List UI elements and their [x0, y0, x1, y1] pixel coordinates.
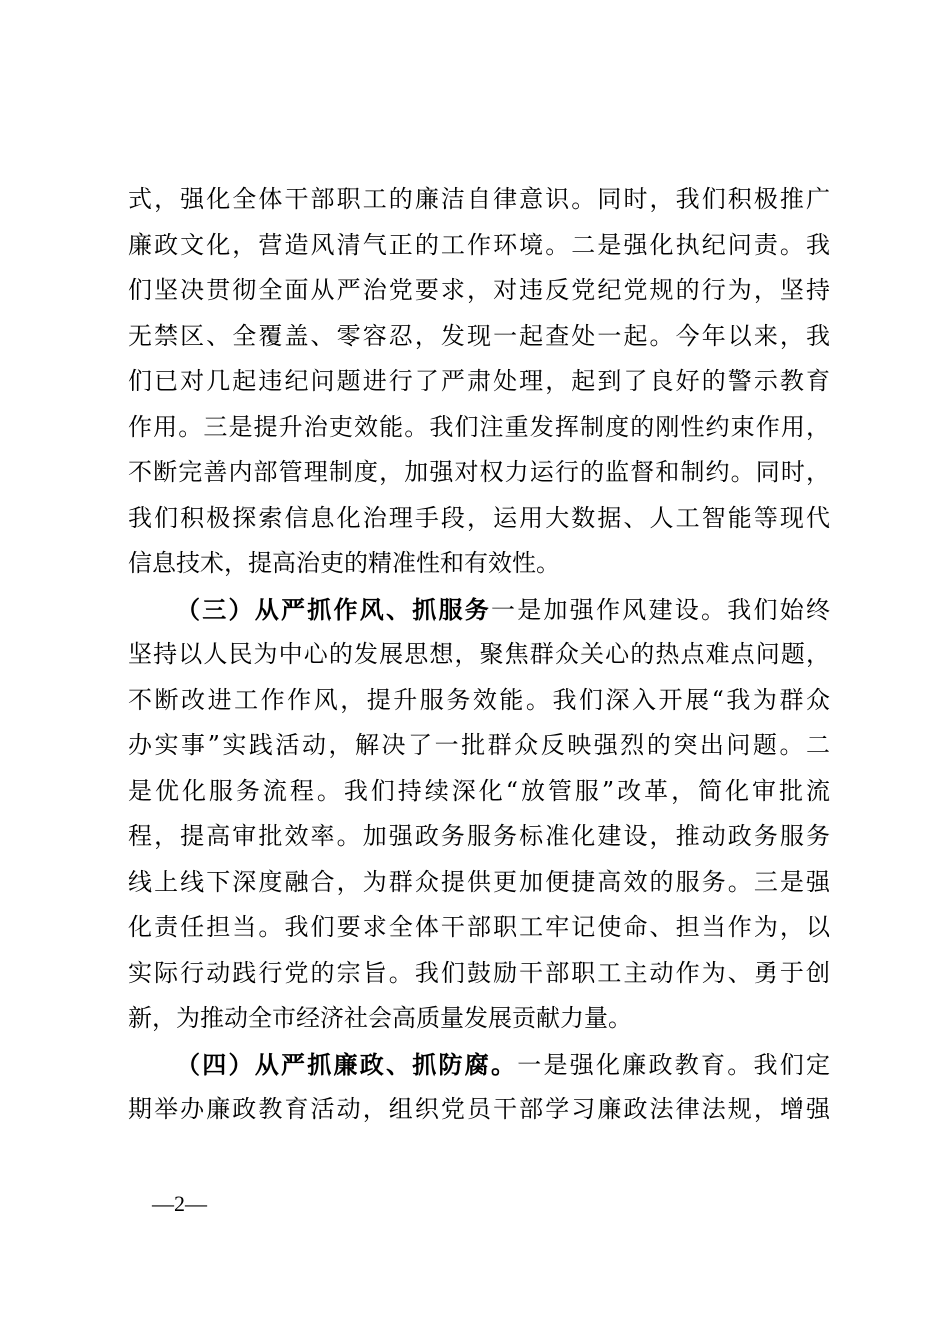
- text-line: 不断改进工作作风，提升服务效能。我们深入开展“我为群众: [128, 685, 830, 714]
- text-line: 无禁区、全覆盖、零容忍，发现一起查处一起。今年以来，我: [128, 321, 830, 350]
- text-line: 我们积极探索信息化治理手段，运用大数据、人工智能等现代: [128, 503, 830, 532]
- text-line: 们已对几起违纪问题进行了严肃处理，起到了良好的警示教育: [128, 367, 830, 395]
- text-line: 作用。三是提升治吏效能。我们注重发挥制度的刚性约束作用，: [128, 412, 830, 441]
- text-line: 程，提高审批效率。加强政务服务标准化建设，推动政务服务: [128, 822, 830, 850]
- section-3-heading: （三）从严抓作风、抓服务: [176, 594, 491, 624]
- section-4-first-line: [128, 1042, 830, 1088]
- text-line: 新，为推动全市经济社会高质量发展贡献力量。: [128, 1004, 632, 1032]
- document-body: [128, 177, 830, 1133]
- section-4-first-line-text: 一是强化廉政教育。我们定: [517, 1050, 830, 1079]
- section-3-first-line: [128, 587, 830, 633]
- text-line: 坚持以人民为中心的发展思想，聚焦群众关心的热点难点问题，: [128, 640, 830, 668]
- text-line: 式，强化全体干部职工的廉洁自律意识。同时，我们积极推广: [128, 185, 830, 213]
- text-line: 是优化服务流程。我们持续深化“放管服”改革，简化审批流: [128, 776, 830, 805]
- text-line: 信息技术，提高治吏的精准性和有效性。: [128, 549, 560, 577]
- text-line: 不断完善内部管理制度，加强对权力运行的监督和制约。同时，: [128, 458, 830, 486]
- text-line: 办实事”实践活动，解决了一批群众反映强烈的突出问题。二: [128, 731, 830, 759]
- text-line: 化责任担当。我们要求全体干部职工牢记使命、担当作为，以: [128, 913, 830, 941]
- text-line: 廉政文化，营造风清气正的工作环境。二是强化执纪问责。我: [128, 230, 830, 259]
- text-line: 们坚决贯彻全面从严治党要求，对违反党纪党规的行为，坚持: [128, 276, 830, 304]
- section-4-heading: （四）从严抓廉政、抓防腐。: [176, 1049, 518, 1079]
- section-3-first-line-text: 一是加强作风建设。我们始终: [491, 595, 830, 624]
- text-line: 期举办廉政教育活动，组织党员干部学习廉政法律法规，增强: [128, 1095, 830, 1123]
- page-number: —2—: [152, 1191, 207, 1216]
- text-line: 实际行动践行党的宗旨。我们鼓励干部职工主动作为、勇于创: [128, 958, 830, 987]
- text-line: 线上线下深度融合，为群众提供更加便捷高效的服务。三是强: [128, 867, 830, 896]
